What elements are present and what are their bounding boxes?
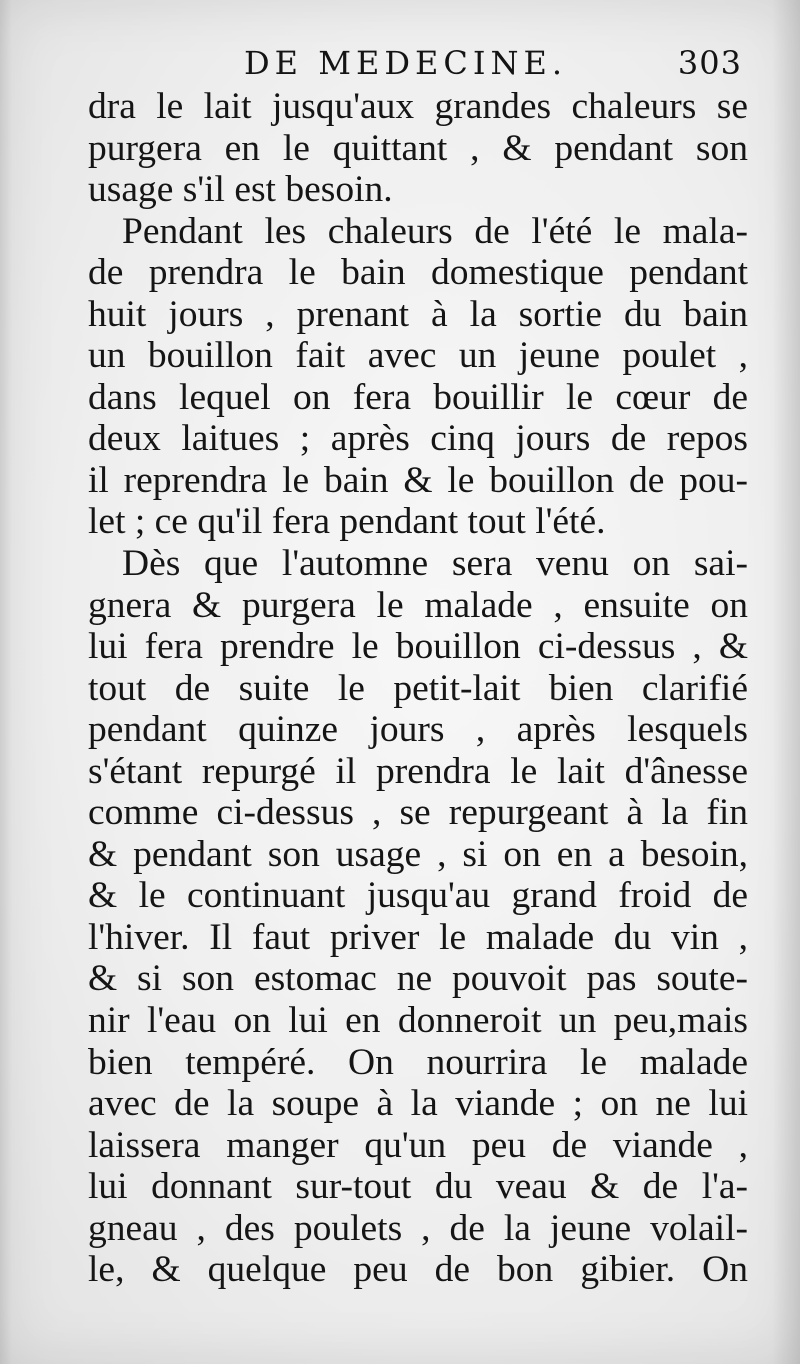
text-line: Dès que l'automne sera venu on sai- [122,543,748,585]
text-line: let ; ce qu'il fera pendant tout l'été. [88,501,606,543]
text-line: tout de suite le petit-lait bien clarifié [88,667,748,709]
text-line: & pendant son usage , si on en a besoin, [88,833,748,875]
text-line: purgera en le quittant , & pendant son [88,127,748,169]
text-line: avec de la soupe à la viande ; on ne lui [88,1083,748,1125]
text-line: comme ci-dessus , se repurgeant à la fin [88,792,748,834]
page-right-edge-shadow [772,0,800,1364]
text-line: l'hiver. Il faut priver le malade du vin , [88,916,748,958]
body-text [88,86,748,1291]
text-line: & si son estomac ne pouvoit pas soute- [88,958,748,1000]
running-head: DE MEDECINE. [244,44,567,82]
page-number: 303 [677,44,742,82]
text-line: de prendra le bain domestique pendant [88,252,748,294]
text-line: un bouillon fait avec un jeune poulet , [88,335,748,377]
text-line: deux laitues ; après cinq jours de repos [88,418,748,460]
text-line: laissera manger qu'un peu de viande , [88,1124,748,1166]
text-line: dra le lait jusqu'aux grandes chaleurs se [88,86,748,127]
text-line: bien tempéré. On nourrira le malade [88,1041,748,1083]
text-line: gnera & purgera le malade , ensuite on [88,584,748,626]
text-line: dans lequel on fera bouillir le cœur de [88,376,748,418]
text-line: pendant quinze jours , après lesquels [88,709,748,751]
text-line: huit jours , prenant à la sortie du bain [88,293,748,335]
text-line: il reprendra le bain & le bouillon de pou- [88,459,748,501]
text-line: le, & quelque peu de bon gibier. On [88,1249,748,1291]
page-header [92,44,742,88]
text-line: s'étant repurgé il prendra le lait d'ânesse [88,750,748,792]
text-line: & le continuant jusqu'au grand froid de [88,875,748,917]
text-line: lui fera prendre le bouillon ci-dessus , & [88,626,748,668]
page-left-edge-shadow [0,0,12,1364]
text-line: nir l'eau on lui en donneroit un peu,mais [88,1000,748,1042]
text-line: gneau , des poulets , de la jeune volail- [88,1207,748,1249]
text-line: Pendant les chaleurs de l'été le mala- [122,210,748,252]
text-line: lui donnant sur-tout du veau & de l'a- [88,1166,748,1208]
text-line: usage s'il est besoin. [88,169,393,211]
